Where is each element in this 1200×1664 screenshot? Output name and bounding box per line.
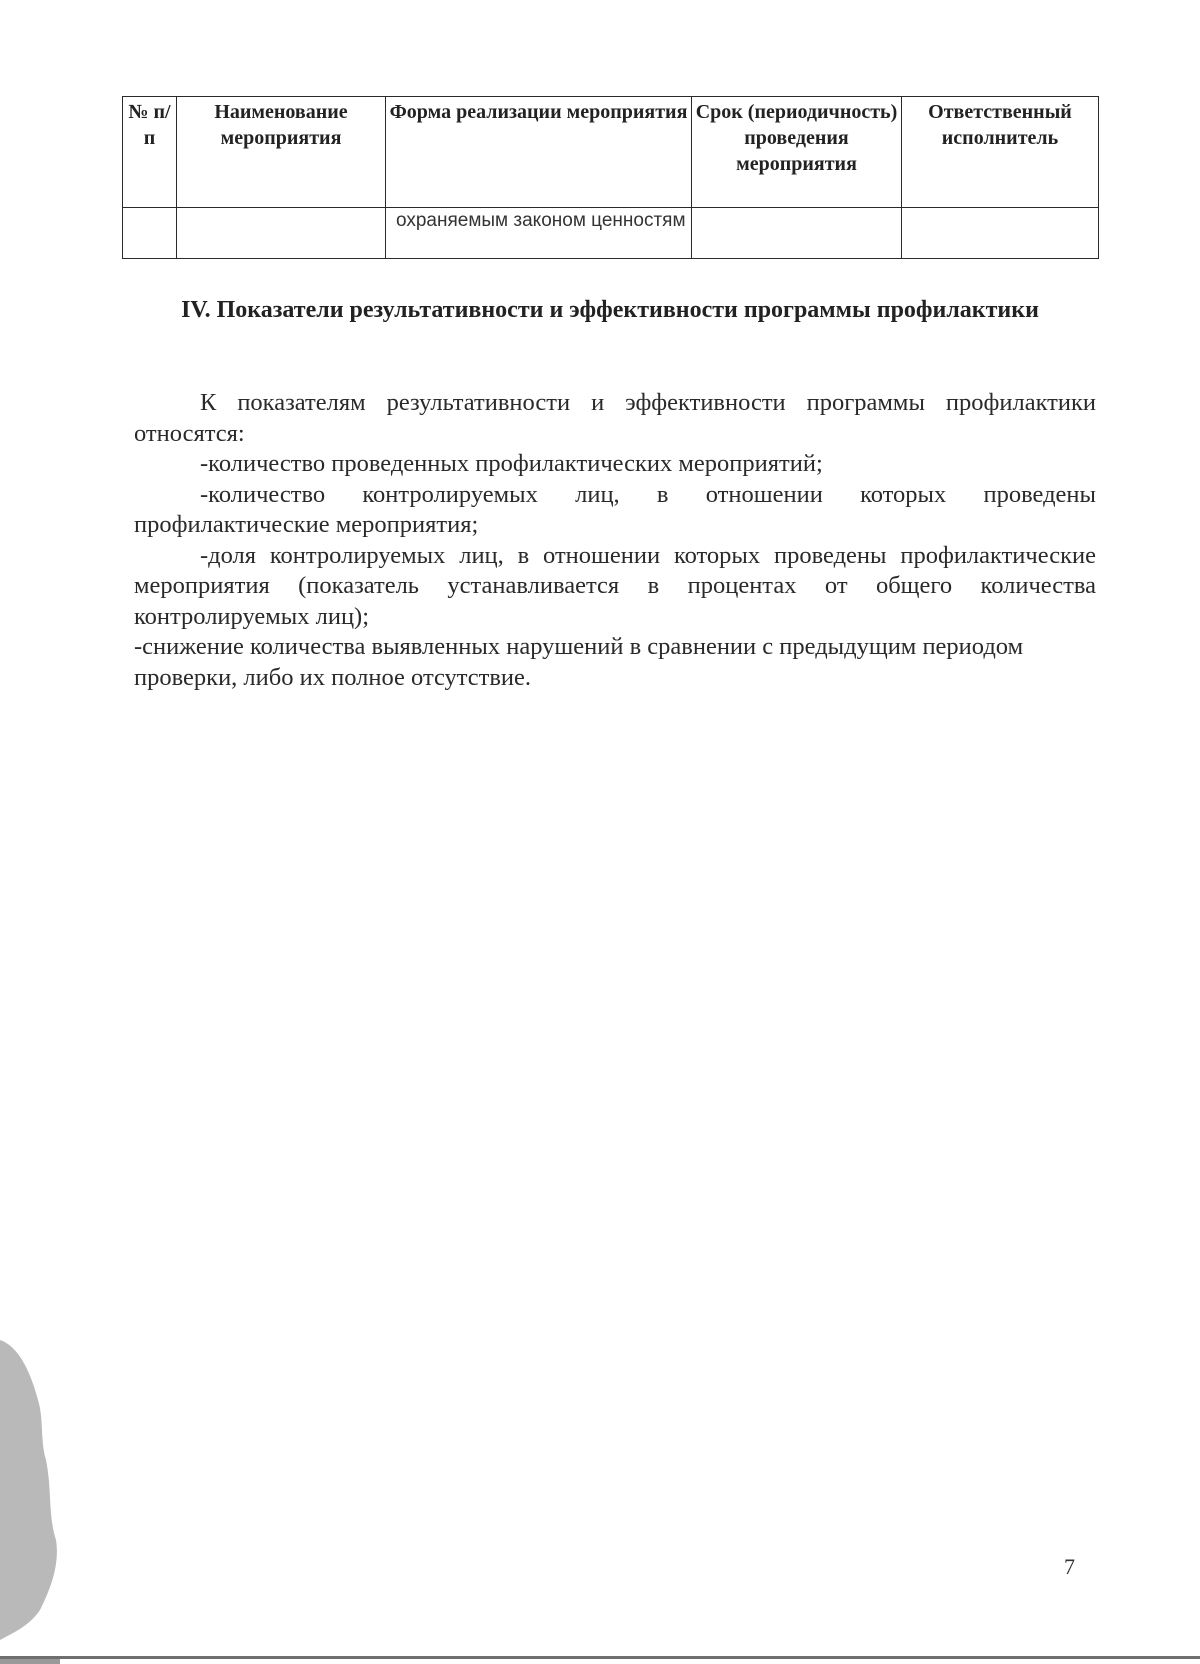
table-cell bbox=[123, 208, 177, 259]
table-cell bbox=[692, 208, 902, 259]
table-cell bbox=[902, 208, 1099, 259]
events-table bbox=[122, 96, 1099, 259]
header-implementation-form: Форма реализации мероприятия bbox=[386, 97, 692, 208]
events-table-container bbox=[122, 96, 1098, 259]
table-header-row bbox=[123, 97, 1099, 208]
body-text bbox=[134, 388, 1096, 693]
table-cell: охраняемым законом ценностям bbox=[386, 208, 692, 259]
header-number: № п/ п bbox=[123, 97, 177, 208]
paragraph-item: -доля контролируемых лиц, в отношении которых проведены профилактические мероприятия (показатель устанавливается в процентах от общего количества контролируемых лиц); bbox=[134, 541, 1096, 630]
paragraph-intro: К показателям результативности и эффективности программы профилактики относятся: bbox=[134, 389, 1096, 447]
header-responsible: Ответственный исполнитель bbox=[902, 97, 1099, 208]
paragraph-item: -количество проведенных профилактических мероприятий; bbox=[200, 450, 823, 477]
header-period: Срок (периодичность) проведения мероприятия bbox=[692, 97, 902, 208]
table-row bbox=[123, 208, 1099, 259]
paragraph-item: -количество контролируемых лиц, в отношении которых проведены профилактические мероприятия; bbox=[134, 480, 1096, 538]
paragraph-item: -снижение количества выявленных нарушений в сравнении с предыдущим периодом проверки, либо их полное отсутствие. bbox=[134, 633, 1024, 691]
scan-shadow-artifact bbox=[0, 1340, 70, 1640]
scan-bottom-edge bbox=[0, 1652, 1200, 1664]
table-cell bbox=[177, 208, 386, 259]
header-event-name: Наименование мероприятия bbox=[177, 97, 386, 208]
section-title: IV. Показатели результативности и эффективности программы профилактики bbox=[181, 297, 1039, 323]
page-number: 7 bbox=[1064, 1554, 1075, 1579]
